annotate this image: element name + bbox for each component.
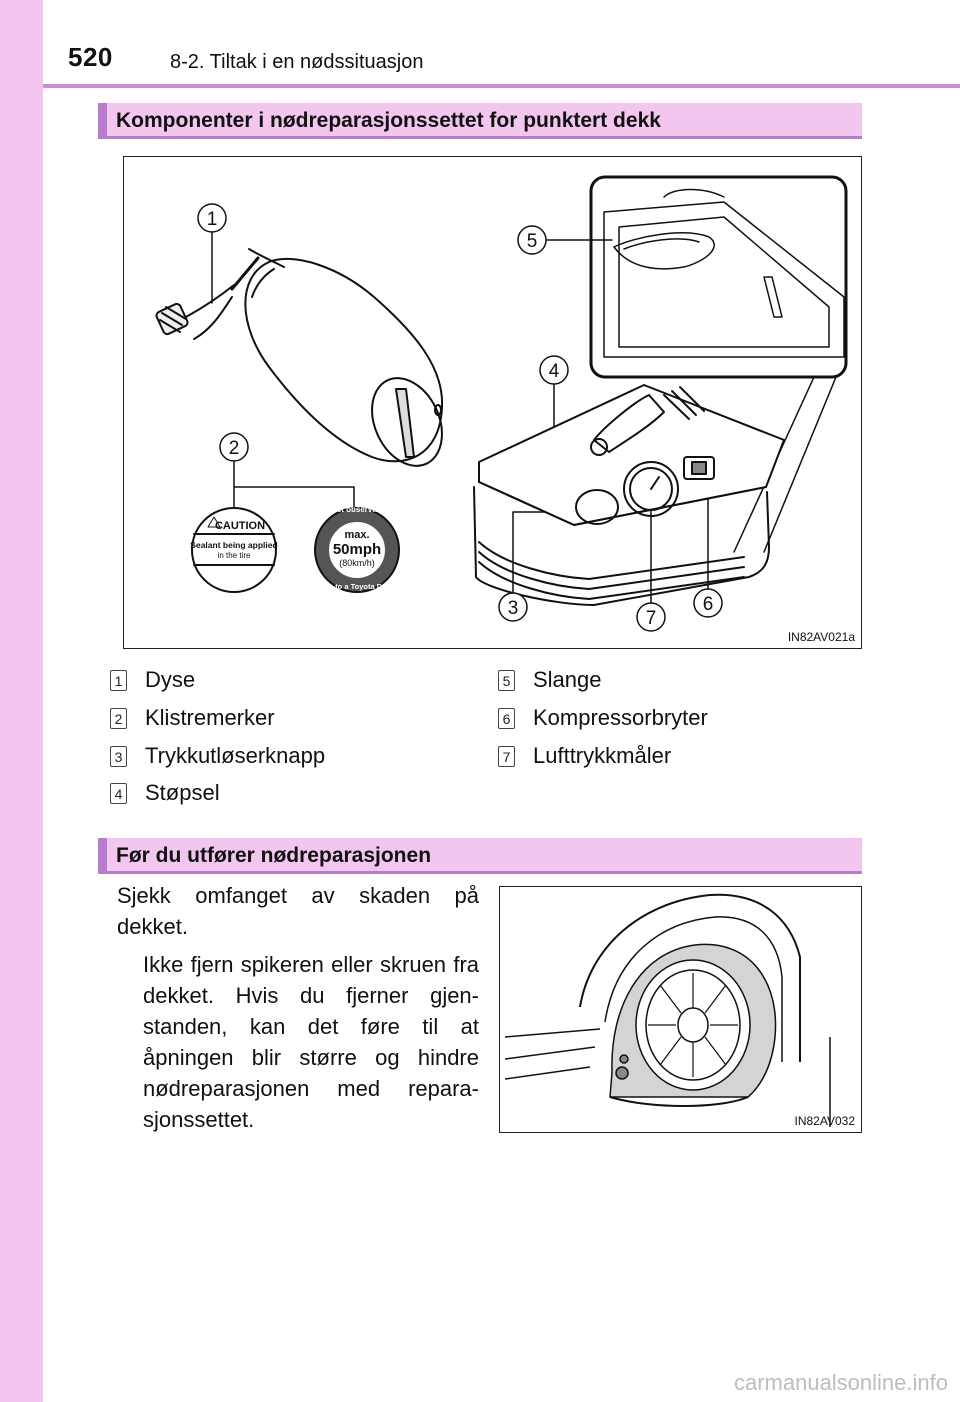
figure-code: IN82AV021a [787, 630, 855, 644]
callout-label-5: 5 [526, 231, 538, 252]
legend-number: 1 [110, 670, 127, 691]
flat-tire-drawing [500, 887, 861, 1132]
speed-top-text: Strict observance [323, 505, 391, 514]
caution-line2: in the tire [217, 551, 251, 560]
nozzle [155, 285, 234, 339]
legend-label: Støpsel [145, 780, 220, 805]
instruction-note: Ikke fjern spikeren eller skruen fra dekket. Hvis du fjerner gjen-standen, kan det føre til at åpningen blir større og hindre nødreparasjonen med repara-sjonssettet. [143, 952, 479, 1132]
air-compressor [474, 385, 784, 605]
nail-icon [616, 1067, 628, 1079]
legend-number: 7 [498, 746, 515, 767]
page-number: 520 [68, 42, 113, 72]
callout-label-7: 7 [645, 608, 657, 629]
header-divider [43, 84, 960, 88]
legend-label: Klistremerker [145, 705, 275, 730]
speed-kmh: (80km/h) [339, 558, 375, 568]
legend-number: 2 [110, 708, 127, 729]
legend-label: Trykkutløserknapp [145, 743, 326, 768]
repair-kit-drawing [124, 157, 861, 648]
callout-label-3: 3 [507, 598, 519, 619]
callout-label-4: 4 [548, 361, 560, 382]
legend-number: 5 [498, 670, 515, 691]
legend-label: Lufttrykkmåler [533, 743, 672, 768]
figure-code: IN82AV032 [794, 1114, 855, 1128]
speed-value: 50mph [332, 541, 382, 558]
section-title: Komponenter i nødreparasjonssettet for punktert dekk [116, 109, 661, 132]
speed-bottom-text: Drive to a Toyota Dealer [314, 582, 400, 591]
caution-title: CAUTION [214, 520, 266, 532]
sealant-bottle [232, 249, 455, 477]
legend-label: Kompressorbryter [533, 705, 708, 730]
speed-max: max. [344, 529, 370, 541]
callout-label-2: 2 [228, 438, 240, 459]
callout-label-6: 6 [702, 594, 714, 615]
legend-number: 6 [498, 708, 515, 729]
section-title: Før du utfører nødreparasjonen [116, 844, 432, 867]
section-heading-components [98, 103, 862, 139]
chapter-title: 8-2. Tiltak i en nødssituasjon [170, 51, 424, 73]
legend-label: Dyse [145, 667, 196, 692]
flat-tire-illustration [499, 886, 862, 1133]
legend-number: 4 [110, 783, 127, 804]
side-color-strip [0, 0, 43, 1402]
repair-kit-illustration [123, 156, 862, 649]
footer-watermark: carmanualsonline.info [733, 1370, 948, 1395]
callout-label-1: 1 [206, 209, 218, 230]
instruction-paragraph: Sjekk omfanget av skaden på dekket. [117, 883, 479, 939]
caution-line1: Sealant being applied [190, 540, 278, 550]
legend-label: Slange [533, 667, 602, 692]
section-heading-before-repair [98, 838, 862, 874]
legend-number: 3 [110, 746, 127, 767]
